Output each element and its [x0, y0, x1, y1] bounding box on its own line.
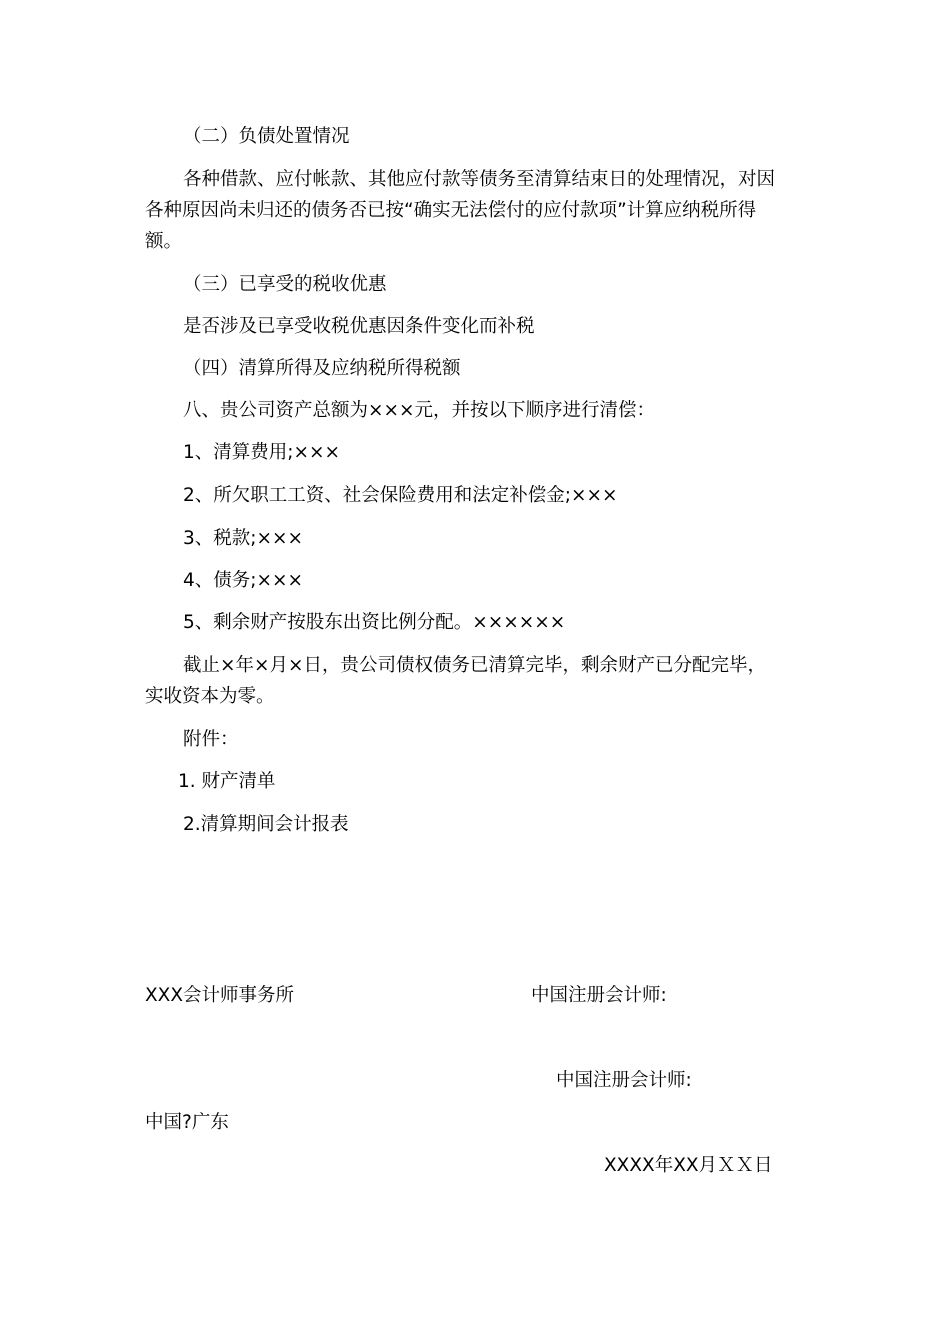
heading-tax-incentives: （三）已享受的税收优惠 — [183, 274, 387, 295]
signature-date: XXXX年XX月ＸＸ日 — [604, 1155, 773, 1176]
list-item: 1、清算费用;××× — [183, 442, 341, 463]
location: 中国?广东 — [145, 1112, 229, 1133]
list-item: 3、税款;××× — [183, 528, 304, 549]
list-item: 4、债务;××× — [183, 570, 304, 591]
attachment-item: 1. 财产清单 — [178, 771, 276, 792]
heading-liquidation-income: （四）清算所得及应纳税所得税额 — [183, 358, 461, 379]
firm-name: XXX会计师事务所 — [145, 985, 295, 1006]
section-eight: 八、贵公司资产总额为×××元，并按以下顺序进行清偿： — [183, 400, 656, 421]
cpa-label-1: 中国注册会计师: — [531, 985, 667, 1006]
attachments-label: 附件： — [183, 729, 239, 750]
cpa-label-2: 中国注册会计师: — [556, 1070, 692, 1091]
liabilities-paragraph-line-2: 各种原因尚未归还的债务否已按“确实无法偿付的应付款项”计算应纳税所得 — [145, 200, 757, 221]
attachment-item: 2.清算期间会计报表 — [183, 814, 349, 835]
tax-incentives-paragraph: 是否涉及已享受收税优惠因条件变化而补税 — [183, 316, 535, 337]
liabilities-paragraph-line-3: 额。 — [145, 231, 183, 252]
conclusion-line-2: 实收资本为零。 — [145, 686, 275, 707]
liabilities-paragraph-line-1: 各种借款、应付帐款、其他应付款等债务至清算结束日的处理情况，对因 — [183, 169, 776, 190]
heading-liabilities: （二）负债处置情况 — [183, 126, 350, 147]
list-item: 5、剩余财产按股东出资比例分配。×××××× — [183, 612, 566, 633]
list-item: 2、所欠职工工资、社会保险费用和法定补偿金;××× — [183, 485, 618, 506]
conclusion-line-1: 截止×年×月×日，贵公司债权债务已清算完毕，剩余财产已分配完毕， — [183, 655, 767, 676]
